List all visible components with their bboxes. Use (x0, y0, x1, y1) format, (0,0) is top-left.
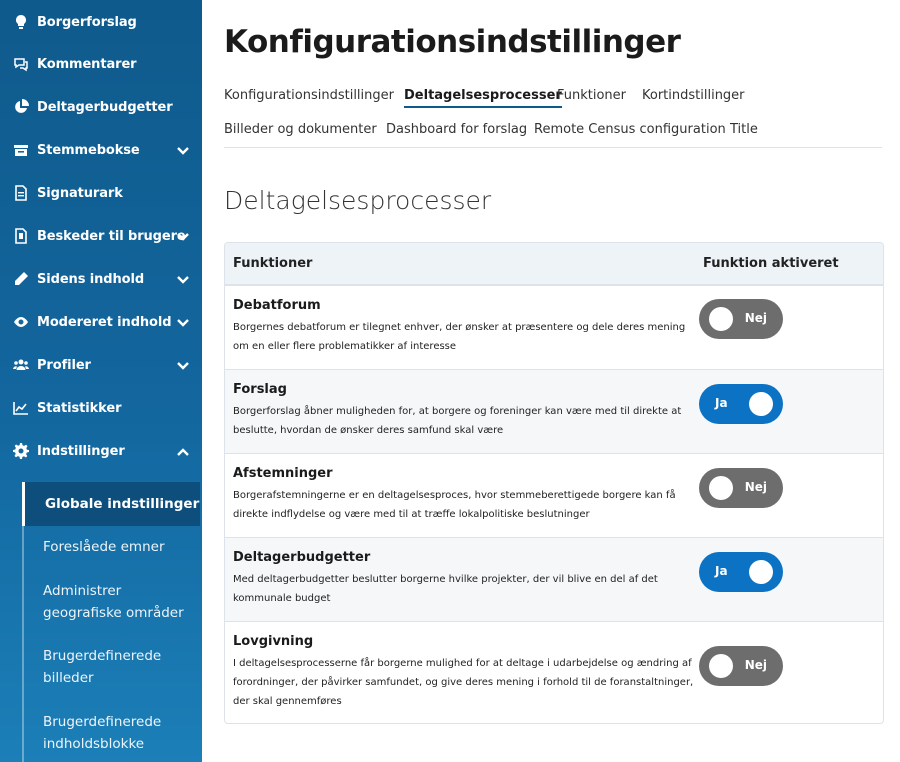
sidebar-item-label: Indstillinger (37, 443, 125, 459)
feature-name: Forslag (233, 382, 287, 397)
pen-icon (12, 270, 30, 288)
toggle-label: Nej (744, 311, 767, 325)
chevron-down-icon[interactable] (176, 315, 190, 329)
pie-chart-icon (12, 98, 30, 116)
gear-icon (12, 442, 30, 460)
tab-remote-census[interactable]: Remote Census configuration (534, 122, 726, 137)
sidebar-item-label: Beskeder til brugere (37, 228, 186, 244)
submenu-item-foreslaaede-emner[interactable]: Foreslåede emner (43, 539, 165, 555)
sidebar-item-label: Signaturark (37, 185, 123, 201)
document-icon (12, 184, 30, 202)
toggle-knob (749, 560, 773, 584)
feature-toggle[interactable] (699, 468, 783, 508)
tab-funktioner[interactable]: Funktioner (557, 88, 627, 103)
feature-name: Lovgivning (233, 634, 314, 649)
users-icon (12, 356, 30, 374)
comments-icon (12, 55, 30, 73)
feature-name: Debatforum (233, 298, 321, 313)
submenu-item-globale-indstillinger[interactable]: Globale indstillinger (22, 482, 200, 526)
chevron-down-icon[interactable] (176, 229, 190, 243)
sidebar-item-deltagerbudgetter[interactable] (0, 92, 202, 122)
sidebar-item-profiler[interactable] (0, 350, 202, 380)
ballot-box-icon (12, 141, 30, 159)
sidebar-item-signaturark[interactable] (0, 178, 202, 208)
sidebar-item-label: Profiler (37, 357, 91, 373)
lightbulb-icon (12, 13, 30, 31)
feature-description: Borgerforslag åbner muligheden for, at borgere og foreninger kan være med til direkte at beslutte, hvordan de ønsker deres samfund skal være (233, 406, 682, 436)
toggle-knob (749, 392, 773, 416)
chevron-down-icon[interactable] (176, 272, 190, 286)
tab-billeder-og-dokumenter[interactable]: Billeder og dokumenter (224, 122, 377, 137)
line-chart-icon (12, 399, 30, 417)
sidebar-item-modereret-indhold[interactable] (0, 307, 202, 337)
eye-icon (12, 313, 30, 331)
submenu-item-geografiske-omraader[interactable]: Administrer geografiske områder (43, 583, 184, 621)
chevron-down-icon[interactable] (176, 358, 190, 372)
sidebar-item-beskeder[interactable] (0, 221, 202, 251)
toggle-knob (709, 307, 733, 331)
table-row (225, 369, 883, 453)
table-row (225, 537, 883, 621)
toggle-label: Nej (744, 658, 767, 672)
section-title: Deltagelsesprocesser (224, 186, 492, 215)
table-row (225, 285, 883, 369)
table-row (225, 621, 883, 723)
feature-toggle[interactable] (699, 552, 783, 592)
sidebar-item-label: Stemmebokse (37, 142, 140, 158)
sidebar-item-sidens-indhold[interactable] (0, 264, 202, 294)
feature-name: Deltagerbudgetter (233, 550, 371, 565)
sidebar-item-indstillinger[interactable] (0, 436, 202, 466)
feature-toggle[interactable] (699, 384, 783, 424)
sidebar-item-stemmebokse[interactable] (0, 135, 202, 165)
sidebar-item-label: Kommentarer (37, 56, 137, 72)
feature-toggle[interactable] (699, 299, 783, 339)
feature-toggle[interactable] (699, 646, 783, 686)
admin-sidebar (0, 0, 202, 762)
sidebar-item-label: Deltagerbudgetter (37, 99, 173, 115)
submenu-item-indholdsblokke[interactable]: Brugerdefinerede indholdsblokke (43, 714, 162, 752)
settings-submenu (22, 482, 202, 762)
chevron-up-icon[interactable] (176, 444, 190, 458)
toggle-label: Nej (744, 480, 767, 494)
sidebar-item-label: Borgerforslag (37, 14, 137, 30)
table-header (225, 243, 883, 285)
sidebar-item-kommentarer[interactable] (0, 49, 202, 79)
settings-tabs (224, 84, 882, 148)
tab-title[interactable]: Title (730, 122, 758, 137)
toggle-knob (709, 476, 733, 500)
sidebar-item-label: Modereret indhold (37, 314, 172, 330)
tab-dashboard-for-forslag[interactable]: Dashboard for forslag (386, 122, 528, 137)
column-header-enabled: Funktion aktiveret (703, 256, 839, 271)
message-document-icon (12, 227, 30, 245)
features-table (224, 242, 884, 724)
feature-description: Med deltagerbudgetter beslutter borgerne hvilke projekter, der vil blive en del af det kommunale budget (233, 574, 658, 604)
sidebar-item-statistikker[interactable] (0, 393, 202, 423)
toggle-label: Ja (715, 564, 728, 578)
table-row (225, 453, 883, 537)
sidebar-item-borgerforslag[interactable] (0, 7, 202, 37)
toggle-knob (709, 654, 733, 678)
tab-kortindstillinger[interactable]: Kortindstillinger (642, 88, 745, 103)
feature-description: Borgernes debatforum er tilegnet enhver, der ønsker at præsentere og dele deres mening om en eller flere problematikker af interesse (233, 322, 686, 352)
feature-name: Afstemninger (233, 466, 333, 481)
main-content (202, 0, 900, 762)
toggle-label: Ja (715, 396, 728, 410)
submenu-item-brugerdefinerede-billeder[interactable]: Brugerdefinerede billeder (43, 648, 162, 686)
page-title: Konfigurationsindstillinger (224, 24, 681, 60)
feature-description: Borgerafstemningerne er en deltagelsesproces, hvor stemmeberettigede borgere kan få direkte indflydelse og være med til at træffe lokalpolitiske beslutninger (233, 490, 676, 520)
chevron-down-icon[interactable] (176, 143, 190, 157)
tab-deltagelsesprocesser[interactable]: Deltagelsesprocesser (404, 88, 562, 103)
tab-konfigurationsindstillinger[interactable]: Konfigurationsindstillinger (224, 88, 394, 103)
sidebar-item-label: Sidens indhold (37, 271, 145, 287)
sidebar-item-label: Statistikker (37, 400, 122, 416)
column-header-features: Funktioner (233, 256, 313, 271)
feature-description: I deltagelsesprocesserne får borgerne mulighed for at deltage i udarbejdelse og ændring af forordninger, der påvirker samfundet, og give deres mening i forhold til de foranstaltninger, der skal gennemføres (233, 658, 694, 707)
